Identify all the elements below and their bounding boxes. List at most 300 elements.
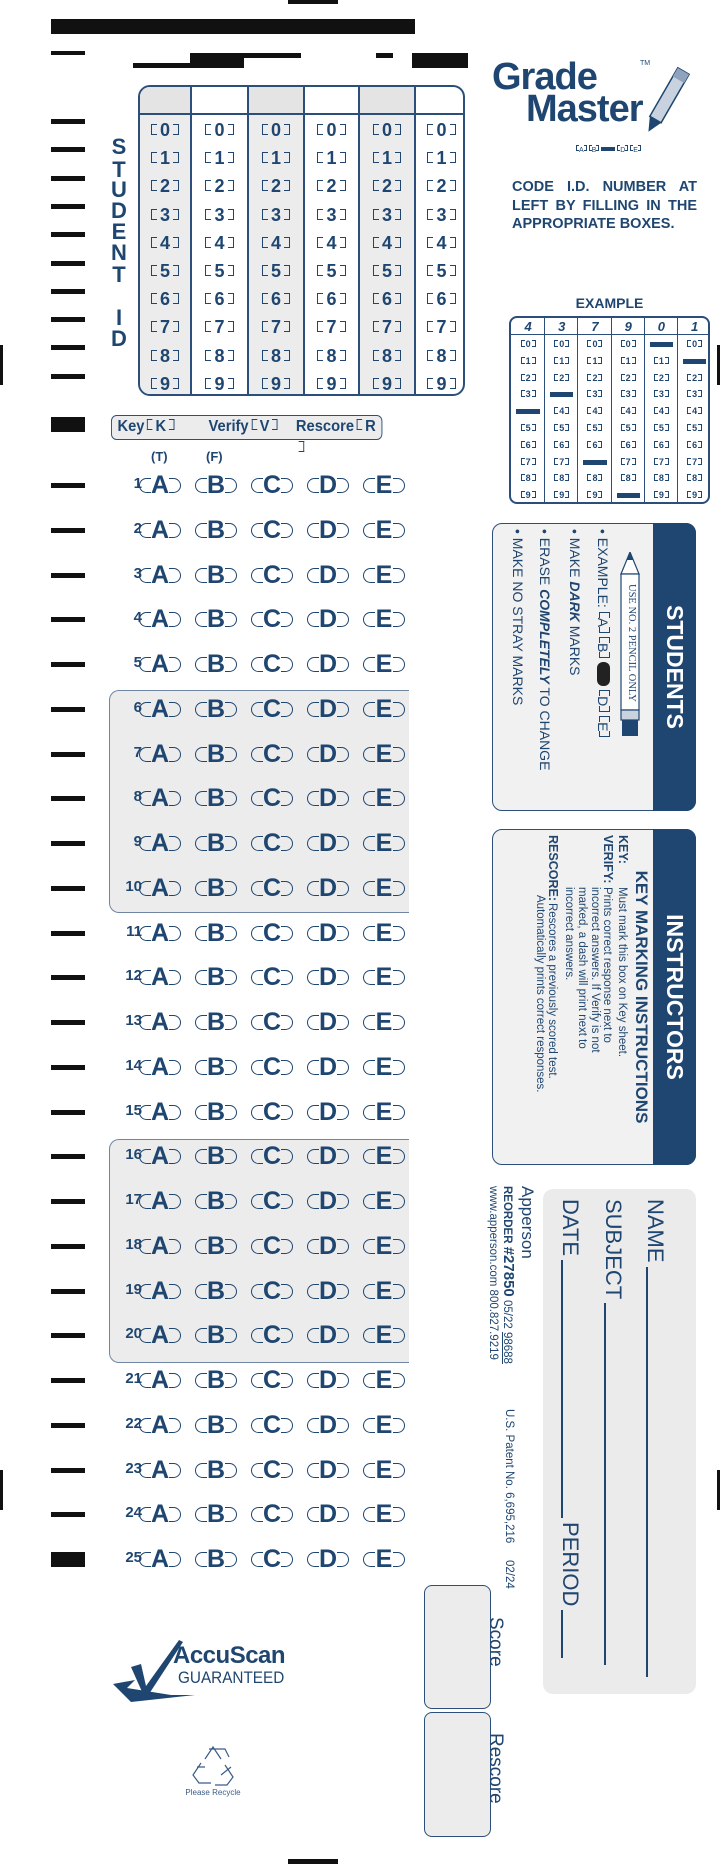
answer-bubble-c[interactable] — [251, 1233, 293, 1259]
example-column — [544, 318, 578, 502]
bubble-letter: B — [206, 963, 226, 992]
student-id-bubble[interactable] — [140, 120, 190, 140]
student-id-bubble[interactable] — [249, 148, 303, 168]
answer-bubble-a[interactable] — [139, 562, 181, 588]
answer-bubble-b[interactable] — [195, 1099, 237, 1125]
answer-bubble-e[interactable] — [363, 741, 405, 767]
answer-bubble-a[interactable] — [139, 1501, 181, 1527]
student-id-bubble[interactable] — [140, 233, 190, 253]
answer-bubble-a[interactable] — [139, 1188, 181, 1214]
answer-bubble-d[interactable] — [307, 1143, 349, 1169]
example-filled-mark — [550, 392, 573, 397]
student-id-bubble[interactable] — [249, 261, 303, 281]
pencil-graphic — [620, 552, 640, 737]
answer-bubble-a[interactable] — [139, 1233, 181, 1259]
answer-bubble-b[interactable] — [195, 875, 237, 901]
student-id-bubble[interactable] — [360, 346, 414, 366]
answer-bubble-c[interactable] — [251, 1188, 293, 1214]
answer-bubble-c[interactable] — [251, 830, 293, 856]
answer-bubble-e[interactable] — [363, 472, 405, 498]
student-id-bubble[interactable] — [416, 205, 465, 225]
subject-field[interactable] — [600, 1199, 626, 1669]
student-id-bubble[interactable] — [360, 261, 414, 281]
student-id-bubble[interactable] — [192, 120, 247, 140]
student-id-bubble[interactable] — [305, 148, 358, 168]
student-id-bubble[interactable] — [249, 346, 303, 366]
answer-bubble-e[interactable] — [363, 517, 405, 543]
answer-bubble-c[interactable] — [251, 1457, 293, 1483]
answer-row — [100, 1457, 410, 1483]
bracket-left — [205, 180, 211, 191]
student-id-bubble[interactable] — [192, 176, 247, 196]
student-id-bubble[interactable] — [192, 261, 247, 281]
answer-bubble-e[interactable] — [363, 1412, 405, 1438]
date-field[interactable] — [557, 1199, 583, 1662]
answer-bubble-c[interactable] — [251, 562, 293, 588]
answer-bubble-b[interactable] — [195, 651, 237, 677]
student-id-bubble[interactable] — [360, 205, 414, 225]
digit-label: 9 — [270, 373, 281, 394]
answer-bubble-d[interactable] — [307, 472, 349, 498]
bracket-left — [621, 390, 625, 397]
timing-mark — [51, 1244, 85, 1249]
student-id-bubble[interactable] — [249, 205, 303, 225]
answer-row — [100, 1054, 410, 1080]
student-id-bubble[interactable] — [192, 148, 247, 168]
student-id-bubble[interactable] — [305, 346, 358, 366]
answer-bubble-a[interactable] — [139, 1457, 181, 1483]
answer-bubble-c[interactable] — [251, 1412, 293, 1438]
student-id-bubble[interactable] — [360, 233, 414, 253]
answer-bubble-b[interactable] — [195, 696, 237, 722]
answer-bubble-a[interactable] — [139, 1054, 181, 1080]
answer-bubble-b[interactable] — [195, 1143, 237, 1169]
student-id-column[interactable] — [358, 87, 414, 394]
answer-bubble-d[interactable] — [307, 1099, 349, 1125]
bubble-letter: E — [375, 1276, 393, 1305]
student-id-bubble[interactable] — [416, 374, 465, 394]
digit-label: 2 — [214, 176, 225, 197]
bracket-right — [173, 209, 179, 220]
answer-bubble-b[interactable] — [195, 1501, 237, 1527]
student-id-bubble[interactable] — [192, 374, 247, 394]
answer-bubble-c[interactable] — [251, 1278, 293, 1304]
answer-bubble-a[interactable] — [139, 1322, 181, 1348]
answer-bubble-d[interactable] — [307, 1233, 349, 1259]
answer-bubble-c[interactable] — [251, 785, 293, 811]
timing-mark — [51, 1289, 85, 1294]
student-id-bubble[interactable] — [249, 176, 303, 196]
answer-bubble-e[interactable] — [363, 606, 405, 632]
timing-mark — [51, 317, 85, 322]
digit-label: 8 — [658, 473, 664, 484]
answer-bubble-d[interactable] — [307, 785, 349, 811]
answer-bubble-b[interactable] — [195, 472, 237, 498]
answer-bubble-b[interactable] — [195, 964, 237, 990]
answer-bubble-a[interactable] — [139, 651, 181, 677]
answer-bubble-b[interactable] — [195, 920, 237, 946]
answer-bubble-c[interactable] — [251, 1322, 293, 1348]
bracket-left — [554, 474, 558, 481]
student-id-bubble[interactable] — [416, 346, 465, 366]
bracket-left — [262, 180, 268, 191]
answer-bubble-d[interactable] — [307, 964, 349, 990]
answer-bubble-a[interactable] — [139, 1143, 181, 1169]
answer-bubble-d[interactable] — [307, 651, 349, 677]
answer-bubble-d[interactable] — [307, 1009, 349, 1035]
answer-bubble-a[interactable] — [139, 1099, 181, 1125]
bracket-right — [698, 441, 702, 448]
student-id-bubble[interactable] — [192, 205, 247, 225]
answer-bubble-c[interactable] — [251, 1367, 293, 1393]
bubble-letter: A — [150, 1008, 170, 1036]
answer-bubble-c[interactable] — [251, 472, 293, 498]
answer-bubble-d[interactable] — [307, 562, 349, 588]
instructors-panel-content — [492, 829, 696, 1165]
answer-bubble-b[interactable] — [195, 1546, 237, 1572]
answer-bubble-b[interactable] — [195, 1233, 237, 1259]
bracket-left — [317, 209, 323, 220]
answer-bubble-d[interactable] — [307, 1367, 349, 1393]
answer-bubble-a[interactable] — [139, 517, 181, 543]
answer-bubble-b[interactable] — [195, 1054, 237, 1080]
reorder-date: 05/22 — [501, 1299, 513, 1329]
bracket-right — [340, 237, 346, 248]
bubble-letter: C — [262, 963, 282, 992]
bracket-left — [205, 265, 211, 276]
student-id-bubble[interactable] — [360, 148, 414, 168]
student-id-write-box[interactable] — [192, 87, 247, 115]
student-id-column[interactable] — [247, 87, 303, 394]
answer-bubble-c[interactable] — [251, 1054, 293, 1080]
answer-bubble-b[interactable] — [195, 606, 237, 632]
answer-bubble-e[interactable] — [363, 1546, 405, 1572]
student-id-bubble[interactable] — [305, 233, 358, 253]
bracket-left — [205, 209, 211, 220]
student-id-column[interactable] — [140, 87, 190, 394]
answer-bubble-e[interactable] — [363, 696, 405, 722]
timing-mark — [51, 1423, 85, 1428]
student-id-bubble[interactable] — [416, 233, 465, 253]
answer-bubble-d[interactable] — [307, 1546, 349, 1572]
answer-bubble-b[interactable] — [195, 741, 237, 767]
student-id-bubble[interactable] — [416, 176, 465, 196]
bracket-left — [262, 152, 268, 163]
student-id-bubble[interactable] — [140, 148, 190, 168]
answer-bubble-d[interactable] — [307, 1188, 349, 1214]
student-id-column[interactable] — [414, 87, 465, 394]
bracket-right — [173, 152, 179, 163]
answer-bubble-e[interactable] — [363, 1188, 405, 1214]
bubble-letter: C — [262, 1187, 282, 1215]
student-id-bubble[interactable] — [416, 120, 465, 140]
answer-bubble-b[interactable] — [195, 1188, 237, 1214]
student-id-write-box[interactable] — [249, 87, 303, 115]
student-id-bubble[interactable] — [360, 289, 414, 309]
answer-bubble-d[interactable] — [307, 1412, 349, 1438]
student-id-bubble[interactable] — [249, 120, 303, 140]
verify-option[interactable] — [209, 416, 281, 438]
example-bubble — [645, 470, 678, 487]
timing-mark — [51, 204, 85, 209]
bracket-right — [565, 340, 569, 347]
timing-mark — [51, 528, 85, 533]
answer-bubble-e[interactable] — [363, 1233, 405, 1259]
bracket-right — [532, 458, 536, 465]
digit-label: 8 — [159, 345, 170, 366]
student-id-bubble[interactable] — [305, 317, 358, 337]
answer-bubble-a[interactable] — [139, 964, 181, 990]
answer-bubble-d[interactable] — [307, 1278, 349, 1304]
timing-mark — [51, 345, 85, 350]
answer-bubble-e[interactable] — [363, 1099, 405, 1125]
answer-bubble-c[interactable] — [251, 606, 293, 632]
answer-bubble-e[interactable] — [363, 1501, 405, 1527]
student-id-bubble[interactable] — [305, 261, 358, 281]
timing-mark — [51, 483, 85, 488]
answer-bubble-d[interactable] — [307, 1501, 349, 1527]
answer-bubble-e[interactable] — [363, 785, 405, 811]
bracket-right — [340, 209, 346, 220]
student-id-bubble[interactable] — [416, 148, 465, 168]
answer-bubble-a[interactable] — [139, 875, 181, 901]
answer-bubble-c[interactable] — [251, 1009, 293, 1035]
bracket-right — [173, 350, 179, 361]
answer-bubble-b[interactable] — [195, 1322, 237, 1348]
example-bubble — [578, 420, 611, 437]
answer-bubble-a[interactable] — [139, 785, 181, 811]
answer-bubble-d[interactable] — [307, 920, 349, 946]
answer-bubble-d[interactable] — [307, 875, 349, 901]
answer-bubble-c[interactable] — [251, 964, 293, 990]
answer-bubble-a[interactable] — [139, 1412, 181, 1438]
student-id-bubble[interactable] — [192, 346, 247, 366]
digit-label: 0 — [592, 339, 598, 349]
bubble-letter: A — [150, 650, 170, 678]
answer-bubble-b[interactable] — [195, 1412, 237, 1438]
answer-bubble-a[interactable] — [139, 472, 181, 498]
answer-row — [100, 920, 410, 946]
student-id-bubble[interactable] — [140, 317, 190, 337]
student-id-bubble[interactable] — [249, 233, 303, 253]
digit-label: 0 — [159, 120, 170, 140]
answer-bubble-a[interactable] — [139, 606, 181, 632]
answer-bubble-e[interactable] — [363, 1322, 405, 1348]
bracket-left — [521, 340, 525, 347]
student-id-bubble[interactable] — [249, 317, 303, 337]
false-label: (F) — [206, 449, 223, 464]
student-id-bubble[interactable] — [360, 317, 414, 337]
answer-bubble-e[interactable] — [363, 1009, 405, 1035]
bubble-letter: E — [375, 1366, 393, 1394]
student-id-write-box[interactable] — [140, 87, 190, 115]
student-id-bubble[interactable] — [140, 176, 190, 196]
student-id-bubble[interactable] — [360, 120, 414, 140]
student-id-grid[interactable] — [138, 85, 465, 396]
student-id-bubble[interactable] — [249, 374, 303, 394]
bubble-letter: A — [150, 1455, 170, 1484]
question-number: 11 — [126, 922, 142, 940]
answer-bubble-e[interactable] — [363, 964, 405, 990]
answer-bubble-a[interactable] — [139, 696, 181, 722]
answer-row — [100, 830, 410, 856]
answer-bubble-b[interactable] — [195, 1278, 237, 1304]
timing-mark — [51, 1512, 85, 1517]
digit-label: 1 — [658, 355, 664, 366]
student-id-bubble[interactable] — [416, 289, 465, 309]
answer-bubble-e[interactable] — [363, 1143, 405, 1169]
timing-mark — [51, 1199, 85, 1204]
answer-bubble-d[interactable] — [307, 830, 349, 856]
answer-bubble-a[interactable] — [139, 741, 181, 767]
student-id-bubble[interactable] — [192, 317, 247, 337]
digit-label: 4 — [658, 406, 664, 417]
score-box[interactable] — [424, 1585, 491, 1709]
bracket-left — [521, 491, 525, 498]
answer-bubble-d[interactable] — [307, 1054, 349, 1080]
bubble-letter: A — [150, 918, 170, 947]
answer-bubble-d[interactable] — [307, 517, 349, 543]
student-id-write-box[interactable] — [416, 87, 465, 115]
bracket-left — [554, 441, 558, 448]
answer-bubble-b[interactable] — [195, 1367, 237, 1393]
student-id-bubble[interactable] — [140, 346, 190, 366]
answer-bubble-d[interactable] — [307, 741, 349, 767]
student-id-bubble[interactable] — [140, 205, 190, 225]
student-id-bubble[interactable] — [140, 261, 190, 281]
answer-bubble-e[interactable] — [363, 1367, 405, 1393]
bracket-right — [395, 124, 401, 135]
bracket-right — [228, 321, 234, 332]
answer-bubble-d[interactable] — [307, 1322, 349, 1348]
student-id-bubble[interactable] — [416, 317, 465, 337]
student-id-bubble[interactable] — [305, 120, 358, 140]
answer-bubble-a[interactable] — [139, 920, 181, 946]
student-id-letter: I — [115, 305, 123, 330]
student-id-column[interactable] — [303, 87, 358, 394]
bubble-letter: E — [375, 1052, 393, 1081]
answer-bubble-c[interactable] — [251, 1546, 293, 1572]
subject-label: SUBJECT — [601, 1199, 626, 1300]
answer-bubble-b[interactable] — [195, 1457, 237, 1483]
bracket-right — [395, 293, 401, 304]
student-id-bubble[interactable] — [416, 261, 465, 281]
student-id-bubble[interactable] — [305, 289, 358, 309]
bubble-letter: C — [262, 1410, 282, 1439]
answer-bubble-b[interactable] — [195, 562, 237, 588]
example-column — [511, 318, 545, 502]
example-bubble — [645, 454, 678, 471]
bracket-left — [687, 474, 691, 481]
student-id-write-box[interactable] — [305, 87, 358, 115]
answer-bubble-e[interactable] — [363, 651, 405, 677]
name-field[interactable] — [642, 1199, 668, 1681]
student-id-bubble[interactable] — [140, 289, 190, 309]
answer-bubble-c[interactable] — [251, 920, 293, 946]
digit-label: 5 — [692, 423, 698, 433]
bubble-letter: E — [375, 1410, 393, 1439]
digit-label: 4 — [625, 406, 631, 417]
answer-bubble-d[interactable] — [307, 606, 349, 632]
answer-bubble-b[interactable] — [195, 830, 237, 856]
answer-bubble-b[interactable] — [195, 1009, 237, 1035]
student-id-write-box[interactable] — [360, 87, 414, 115]
bracket-right — [665, 390, 669, 397]
example-bubble — [578, 437, 611, 454]
answer-row — [100, 472, 410, 498]
answer-bubble-e[interactable] — [363, 562, 405, 588]
answer-bubble-c[interactable] — [251, 651, 293, 677]
bracket-right — [395, 180, 401, 191]
answer-bubble-e[interactable] — [363, 875, 405, 901]
answer-bubble-a[interactable] — [139, 830, 181, 856]
logo-grade: Grade — [492, 56, 597, 98]
student-id-bubble[interactable] — [305, 374, 358, 394]
bracket-right — [450, 350, 456, 361]
answer-bubble-e[interactable] — [363, 920, 405, 946]
student-id-bubble[interactable] — [360, 176, 414, 196]
student-id-bubble[interactable] — [249, 289, 303, 309]
digit-label: 1 — [559, 355, 565, 366]
student-id-bubble[interactable] — [140, 374, 190, 394]
student-id-bubble[interactable] — [192, 289, 247, 309]
bracket-left — [151, 265, 157, 276]
verify-line: marked, a dash will print next to — [576, 887, 588, 1049]
answer-bubble-c[interactable] — [251, 696, 293, 722]
question-number: 17 — [125, 1191, 142, 1208]
answer-bubble-e[interactable] — [363, 1054, 405, 1080]
example-id-grid — [509, 316, 710, 504]
key-definition: KEY:Must mark this box on Key sheet. — [616, 835, 630, 1058]
answer-bubble-a[interactable] — [139, 1546, 181, 1572]
student-id-bubble[interactable] — [305, 205, 358, 225]
answer-bubble-c[interactable] — [251, 1099, 293, 1125]
answer-bubble-e[interactable] — [363, 830, 405, 856]
bracket-left — [621, 458, 625, 465]
answer-row — [100, 1412, 410, 1438]
answer-bubble-b[interactable] — [195, 785, 237, 811]
rescore-option[interactable] — [296, 416, 382, 460]
answer-bubble-d[interactable] — [307, 696, 349, 722]
student-id-bubble[interactable] — [360, 374, 414, 394]
timing-mark — [51, 752, 85, 757]
bubble-letter: D — [318, 963, 338, 992]
digit-label: 5 — [559, 423, 565, 433]
answer-bubble-c[interactable] — [251, 1143, 293, 1169]
answer-bubble-a[interactable] — [139, 1367, 181, 1393]
bubble-letter: A — [150, 605, 170, 634]
rescore-box[interactable] — [424, 1712, 491, 1837]
student-id-column[interactable] — [190, 87, 247, 394]
answer-row — [100, 1322, 410, 1348]
answer-bubble-c[interactable] — [251, 875, 293, 901]
answer-bubble-d[interactable] — [307, 1457, 349, 1483]
answer-bubble-c[interactable] — [251, 741, 293, 767]
answer-bubble-e[interactable] — [363, 1457, 405, 1483]
student-id-bubble[interactable] — [192, 233, 247, 253]
date-label: DATE — [558, 1199, 583, 1257]
answer-row — [100, 696, 410, 722]
answer-bubble-e[interactable] — [363, 1278, 405, 1304]
answer-bubble-c[interactable] — [251, 517, 293, 543]
answer-bubble-b[interactable] — [195, 517, 237, 543]
answer-bubble-c[interactable] — [251, 1501, 293, 1527]
answer-bubble-a[interactable] — [139, 1009, 181, 1035]
answer-bubble-a[interactable] — [139, 1278, 181, 1304]
student-id-bubble[interactable] — [305, 176, 358, 196]
digit-label: 3 — [625, 389, 631, 400]
key-option[interactable] — [117, 416, 177, 438]
